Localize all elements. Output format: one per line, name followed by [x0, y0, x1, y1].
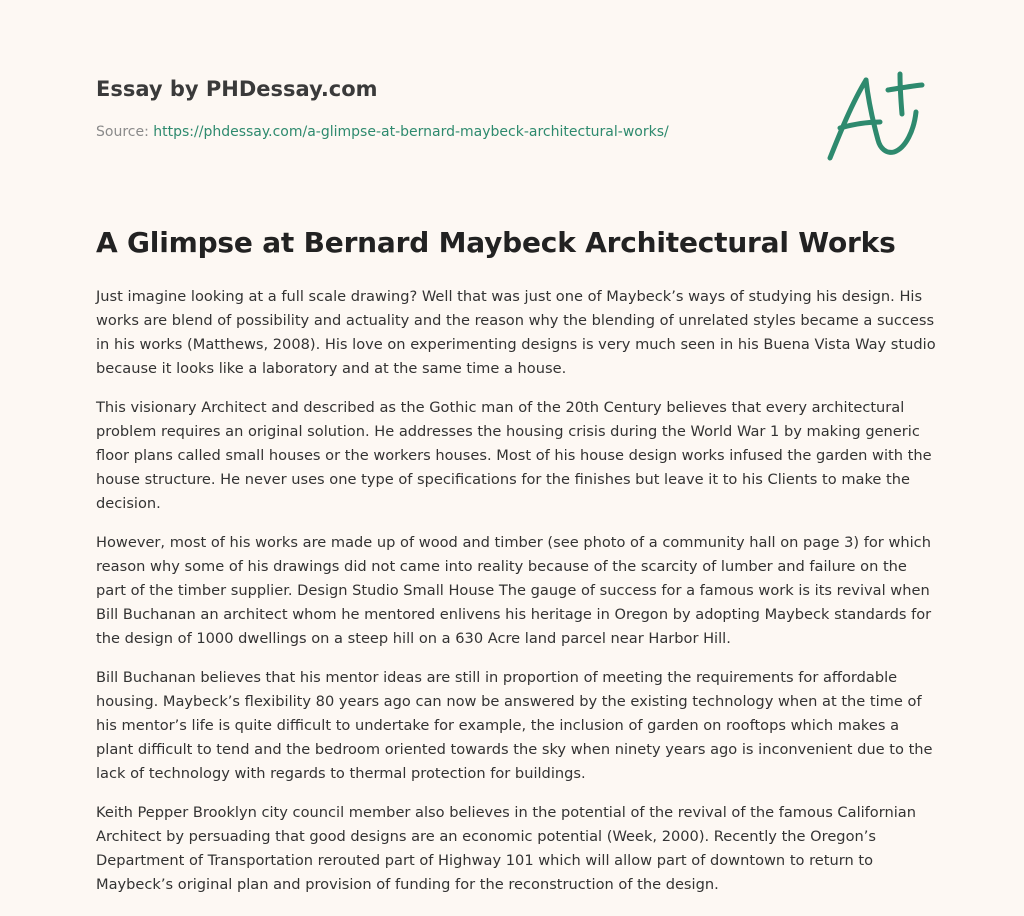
site-title: Essay by PHDessay.com [96, 77, 378, 101]
paragraph-2: This visionary Architect and described as the Gothic man of the 20th Century believes that every architectural problem requires an original solution. He addresses the housing crisis during the World War 1 by making generic floor plans called small houses or the workers houses. Most of his house design works infused the garden with the house structure. He never uses one type of specifications for the finishes but leave it to his Clients to make the decision. [96, 399, 932, 512]
a-plus-logo-icon [822, 68, 926, 164]
paragraph-1: Just imagine looking at a full scale drawing? Well that was just one of Maybeck’s ways of studying his design. His works are blend of possibility and actuality and the reason why the blending of unrelated styles became a success in his works (Matthews, 2008). His love on experimenting designs is very much seen in his Buena Vista Way studio because it looks like a laboratory and at the same time a house. [96, 288, 936, 377]
source-label: Source: [96, 124, 154, 140]
paragraph-4: Bill Buchanan believes that his mentor ideas are still in proportion of meeting the requirements for affordable housing. Maybeck’s flexibility 80 years ago can now be answered by the existing technology when at the time of his mentor’s life is quite difficult to undertake for example, the inclusion of garden on rooftops which makes a plant difficult to tend and the bedroom oriented towards the sky when ninety years ago is inconvenient due to the lack of technology with regards to thermal protection for buildings. [96, 669, 933, 782]
source-line [96, 124, 669, 140]
paragraph-3: However, most of his works are made up of wood and timber (see photo of a community hall on page 3) for which reason why some of his drawings did not came into reality because of the scarcity of lumber and failure on the part of the timber supplier. Design Studio Small House The gauge of success for a famous work is its revival when Bill Buchanan an architect whom he mentored enlivens his heritage in Oregon by adopting Maybeck standards for the design of 1000 dwellings on a steep hill on a 630 Acre land parcel near Harbor Hill. [96, 534, 932, 647]
essay-body [96, 285, 936, 912]
paragraph-5: Keith Pepper Brooklyn city council member also believes in the potential of the revival of the famous Californian Architect by persuading that good designs are an economic potential (Week, 2000). Recently the Oregon’s Department of Transportation rerouted part of Highway 101 which will allow part of downtown to return to Maybeck’s original plan and provision of funding for the reconstruction of the design. [96, 804, 916, 893]
source-link[interactable]: https://phdessay.com/a-glimpse-at-bernard-maybeck-architectural-works/ [153, 124, 669, 140]
essay-title: A Glimpse at Bernard Maybeck Architectural Works [96, 226, 896, 259]
